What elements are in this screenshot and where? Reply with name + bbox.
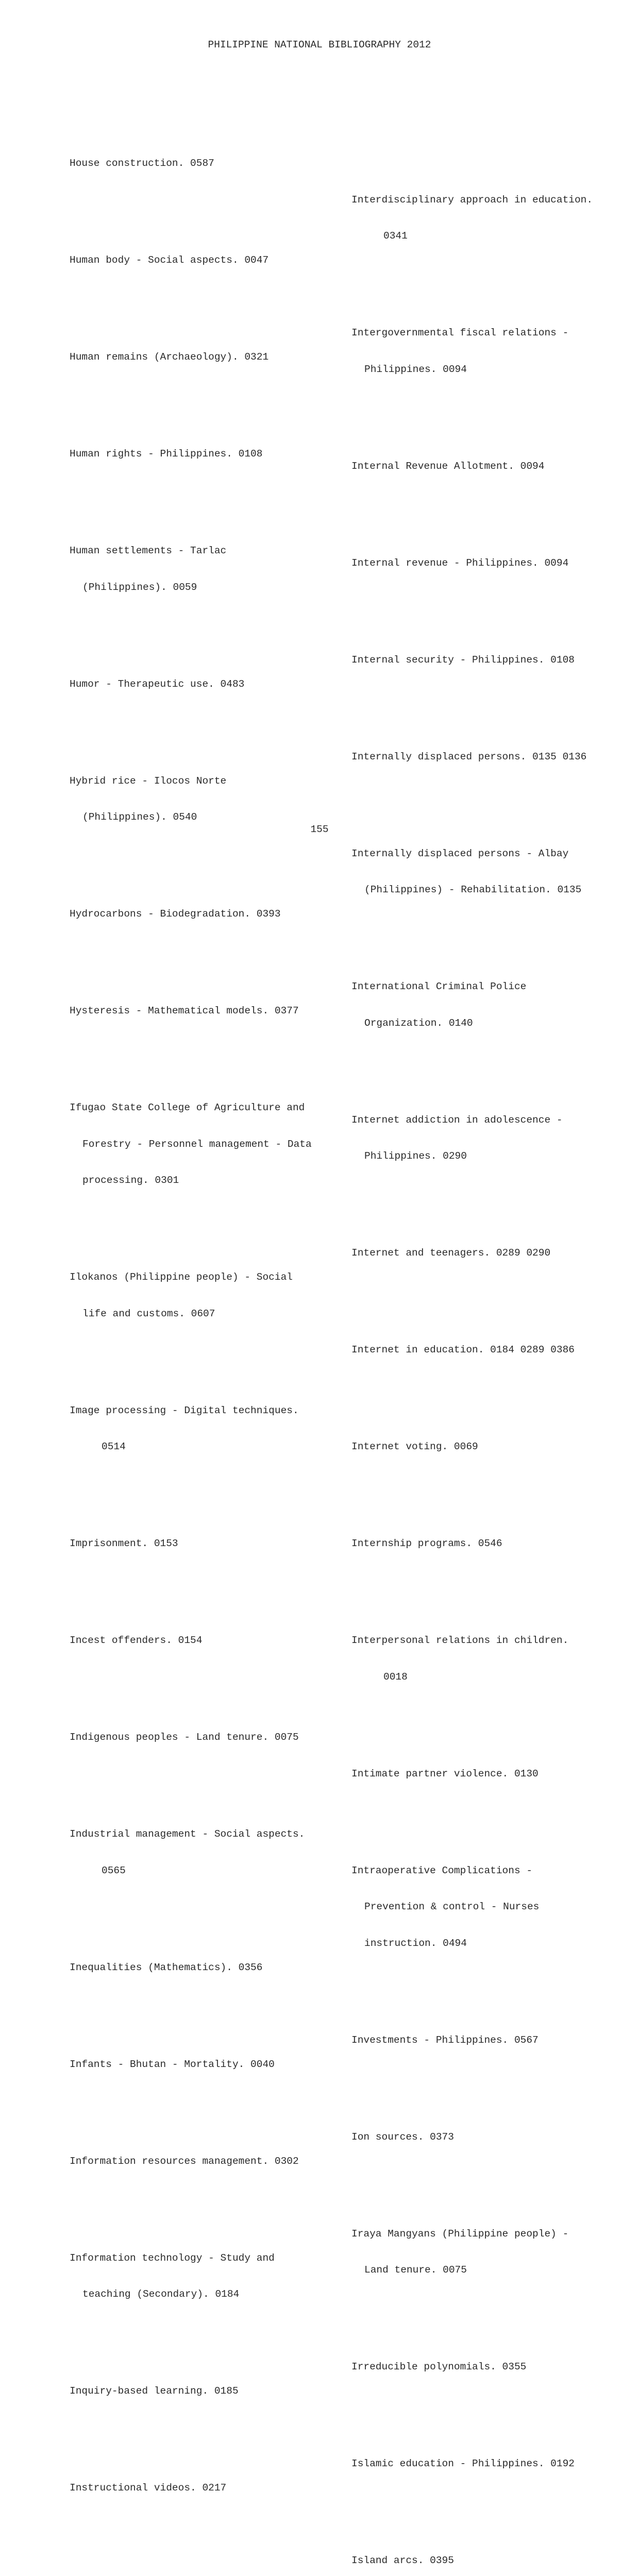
index-entry xyxy=(70,654,338,715)
entry-line: Incest offenders. 0154 xyxy=(70,1635,203,1646)
index-entry xyxy=(351,824,625,921)
index-entry xyxy=(351,727,625,788)
entry-line: Industrial management - Social aspects. xyxy=(70,1828,305,1840)
entry-line: Intraoperative Complications - xyxy=(351,1865,533,1876)
index-entry xyxy=(351,957,625,1054)
index-entry xyxy=(351,2010,625,2071)
index-entry xyxy=(70,1381,338,1478)
entry-line: Intergovernmental fiscal relations - xyxy=(351,327,569,338)
entry-line: Hysteresis - Mathematical models. 0377 xyxy=(70,1005,299,1016)
entry-line: life and customs. 0607 xyxy=(82,1308,215,1319)
entry-line: Organization. 0140 xyxy=(364,1017,473,1029)
index-entry xyxy=(351,2204,625,2301)
index-entry xyxy=(70,2458,338,2519)
entry-line: processing. 0301 xyxy=(82,1175,179,1186)
column-offset xyxy=(351,133,625,146)
index-entry xyxy=(70,981,338,1042)
entry-line: Human body - Social aspects. 0047 xyxy=(70,255,269,266)
entry-line: Interdisciplinary approach in education. xyxy=(351,194,593,206)
entry-line: Internal revenue - Philippines. 0094 xyxy=(351,557,569,569)
entry-line: Internet voting. 0069 xyxy=(351,1441,478,1452)
entry-line: Information technology - Study and xyxy=(70,2252,275,2264)
index-entry xyxy=(70,1707,338,1768)
entry-line: Internal Revenue Allotment. 0094 xyxy=(351,460,545,472)
index-entry xyxy=(70,1247,338,1344)
entry-line: Image processing - Digital techniques. xyxy=(70,1404,299,1416)
index-entry xyxy=(70,327,338,388)
entry-line: Hydrocarbons - Biodegradation. 0393 xyxy=(70,908,281,920)
entry-line: Humor - Therapeutic use. 0483 xyxy=(70,678,245,690)
entry-line: Intimate partner violence. 0130 xyxy=(351,1768,539,1780)
entry-line: teaching (Secondary). 0184 xyxy=(82,2289,240,2300)
index-entry xyxy=(351,170,625,267)
entry-line: Inequalities (Mathematics). 0356 xyxy=(70,1961,263,1973)
index-entry xyxy=(70,1938,338,1998)
index-entry xyxy=(70,2035,338,2095)
entry-line: Internally displaced persons. 0135 0136 xyxy=(351,751,587,762)
entry-line: Ion sources. 0373 xyxy=(351,2131,454,2143)
index-entry xyxy=(70,1514,338,1574)
index-entry xyxy=(351,1841,625,1974)
index-entry xyxy=(70,2228,338,2325)
entry-line: Internet in education. 0184 0289 0386 xyxy=(351,1344,575,1355)
index-entry xyxy=(351,2107,625,2168)
entry-line: Indigenous peoples - Land tenure. 0075 xyxy=(70,1732,299,1743)
entry-line: Island arcs. 0395 xyxy=(351,2555,454,2566)
index-entry xyxy=(351,1417,625,1478)
entry-line: Prevention & control - Nurses xyxy=(364,1901,540,1912)
index-entry xyxy=(351,2434,625,2495)
entry-line: Hybrid rice - Ilocos Norte xyxy=(70,775,227,787)
entry-line: Interpersonal relations in children. xyxy=(351,1635,569,1646)
index-entry xyxy=(70,2361,338,2422)
entry-line: Forestry - Personnel management - Data xyxy=(82,1138,312,1150)
index-entry xyxy=(351,1744,625,1805)
entry-line: Human remains (Archaeology). 0321 xyxy=(70,351,269,363)
entry-line: 0341 xyxy=(383,230,408,242)
entry-line: Ilokanos (Philippine people) - Social xyxy=(70,1272,293,1283)
index-entry xyxy=(351,436,625,497)
index-entry xyxy=(351,1514,625,1574)
entry-line: Internship programs. 0546 xyxy=(351,1538,502,1549)
index-entry xyxy=(351,2337,625,2398)
entry-line: Instructional videos. 0217 xyxy=(70,2482,227,2494)
index-entry xyxy=(351,303,625,400)
index-entry xyxy=(351,1611,625,1707)
entry-line: Philippines. 0094 xyxy=(364,363,467,375)
running-header: PHILIPPINE NATIONAL BIBLIOGRAPHY 2012 xyxy=(208,39,431,50)
index-entry xyxy=(351,1090,625,1187)
entry-line: Investments - Philippines. 0567 xyxy=(351,2034,539,2046)
index-entry xyxy=(70,2555,338,2576)
entry-line: 0514 xyxy=(102,1441,126,1452)
entry-line: Irreducible polynomials. 0355 xyxy=(351,2361,527,2372)
entry-line: Internally displaced persons - Albay xyxy=(351,848,569,859)
entry-line: (Philippines) - Rehabilitation. 0135 xyxy=(364,884,582,895)
index-entry xyxy=(70,521,338,618)
page-number: 155 xyxy=(310,824,329,835)
index-entry xyxy=(351,533,625,594)
entry-line: Information resources management. 0302 xyxy=(70,2155,299,2167)
entry-line: Internal security - Philippines. 0108 xyxy=(351,654,575,666)
entry-line: (Philippines). 0059 xyxy=(82,581,197,593)
entry-line: Internet and teenagers. 0289 0290 xyxy=(351,1247,551,1259)
entry-line: 0018 xyxy=(383,1671,408,1683)
index-entry xyxy=(70,1078,338,1211)
entry-line: International Criminal Police xyxy=(351,981,527,992)
index-entry xyxy=(70,424,338,485)
index-entry xyxy=(70,230,338,291)
entry-line: 0565 xyxy=(102,1865,126,1876)
index-entry xyxy=(70,133,338,194)
entry-line: House construction. 0587 xyxy=(70,158,214,169)
entry-line: Islamic education - Philippines. 0192 xyxy=(351,2458,575,2469)
entry-line: Internet addiction in adolescence - xyxy=(351,1114,563,1126)
entry-line: (Philippines). 0540 xyxy=(82,811,197,823)
index-entry xyxy=(351,630,625,691)
entry-line: Imprisonment. 0153 xyxy=(70,1538,178,1549)
index-entry xyxy=(70,884,338,945)
entry-line: Iraya Mangyans (Philippine people) - xyxy=(351,2228,569,2240)
entry-line: Philippines. 0290 xyxy=(364,1150,467,1162)
index-entry xyxy=(351,1320,625,1381)
entry-line: Human settlements - Tarlac xyxy=(70,545,227,556)
entry-line: Ifugao State College of Agriculture and xyxy=(70,1102,305,1113)
entry-line: Land tenure. 0075 xyxy=(364,2264,467,2276)
index-entry xyxy=(70,1804,338,1901)
index-entry xyxy=(70,2131,338,2192)
entry-line: Human rights - Philippines. 0108 xyxy=(70,448,263,460)
index-entry xyxy=(70,1611,338,1671)
entry-line: Inquiry-based learning. 0185 xyxy=(70,2385,239,2397)
index-entry xyxy=(351,1223,625,1284)
index-column-left xyxy=(70,109,338,2576)
index-column-right xyxy=(351,109,625,2576)
entry-line: instruction. 0494 xyxy=(364,1937,467,1949)
entry-line: Infants - Bhutan - Mortality. 0040 xyxy=(70,2058,275,2070)
index-entry xyxy=(351,2531,625,2576)
